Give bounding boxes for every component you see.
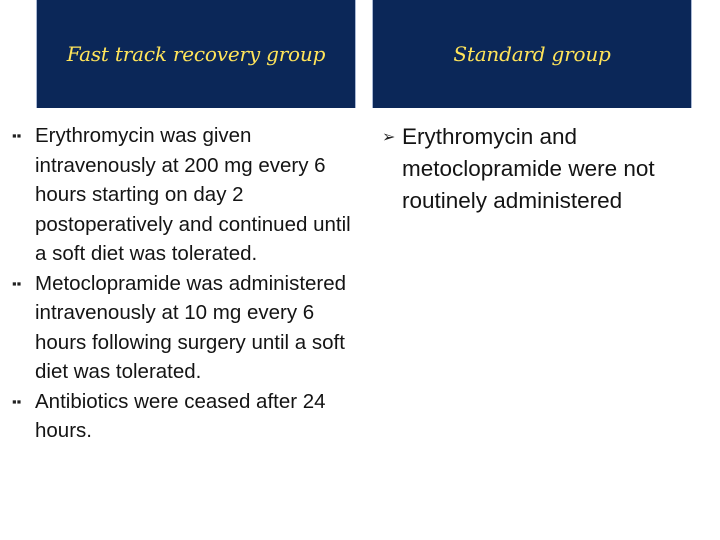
square-bullet-icon: ▪▪: [12, 393, 22, 409]
list-item: [12, 269, 353, 387]
square-bullet-icon: ▪▪: [12, 275, 22, 291]
list-item: [12, 121, 353, 269]
list-item: [382, 121, 712, 217]
list-item: [12, 387, 353, 446]
list-item-text: Erythromycin was given intravenously at 200 mg every 6 hours starting on day 2 postoperatively and continued until a soft diet was tolerated.: [35, 124, 351, 265]
list-item-text: Metoclopramide was administered intravenously at 10 mg every 6 hours following surgery until a soft diet was tolerated.: [35, 271, 347, 383]
square-bullet-icon: ▪▪: [12, 128, 22, 143]
fast-track-group-title: Fast track recovery group: [66, 42, 326, 66]
list-item-text: Erythromycin and metoclopramide were not routinely administered: [402, 124, 655, 213]
fast-track-bullet-list: [12, 121, 353, 446]
standard-group-header: [372, 0, 692, 108]
fast-track-group-header: [36, 0, 356, 108]
list-item-text: Antibiotics were ceased after 24 hours.: [35, 389, 326, 442]
standard-bullet-list: [382, 121, 712, 217]
standard-group-title: Standard group: [453, 42, 611, 66]
arrow-bullet-icon: ➢: [382, 129, 396, 146]
